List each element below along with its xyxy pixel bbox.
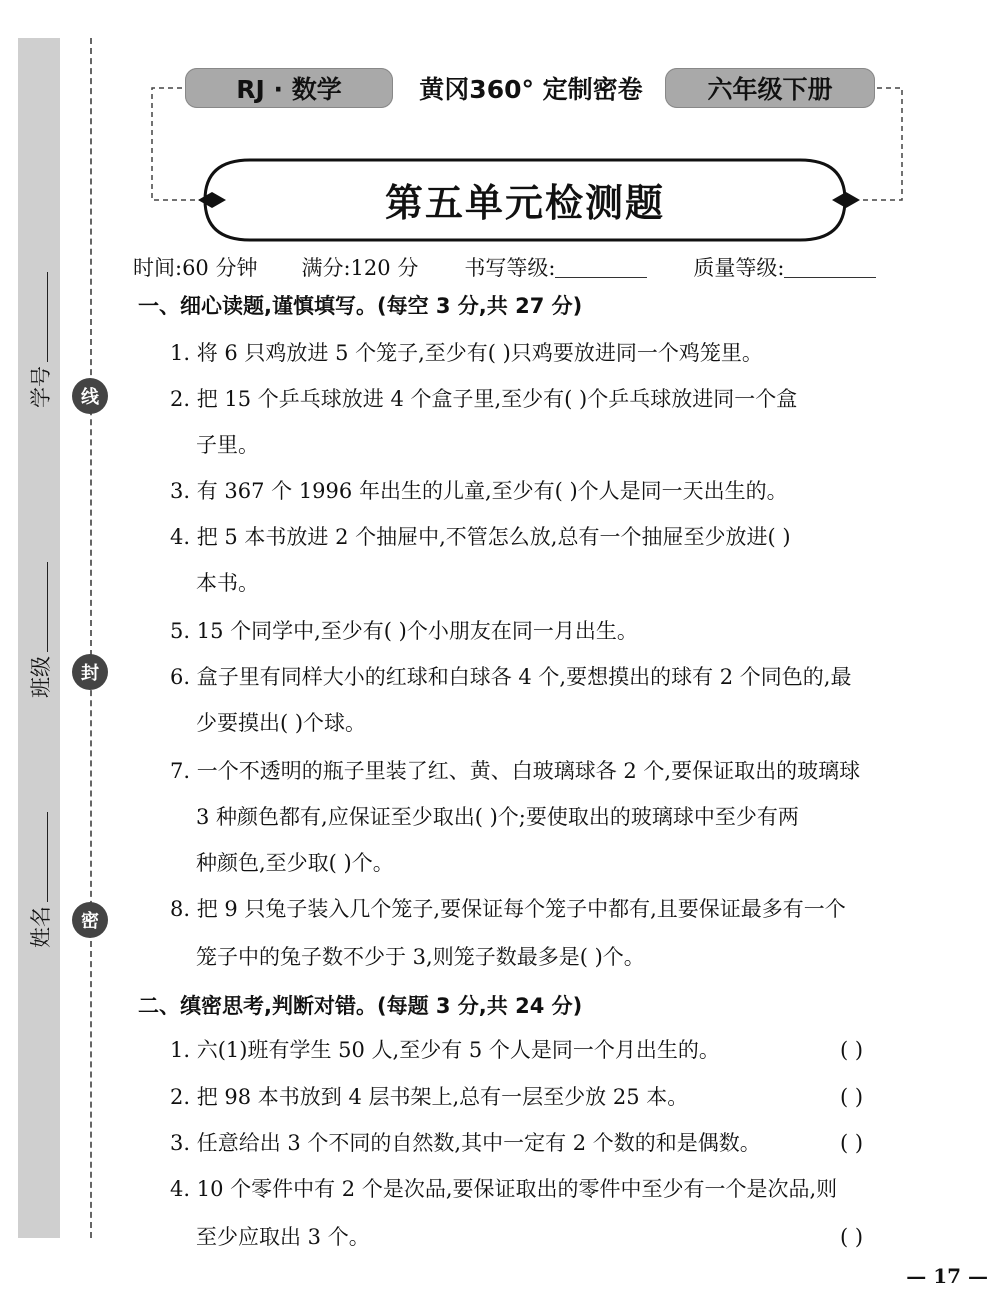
answer-paren[interactable]: ( ) [840, 1131, 864, 1155]
question-line: 子里。 [196, 433, 259, 457]
judge-question-line: 4. 10 个零件中有 2 个是次品,要保证取出的零件中至少有一个是次品,则 [170, 1177, 838, 1201]
writing-grade-label: 书写等级: [464, 256, 556, 280]
class-field[interactable] [25, 562, 55, 698]
class-blank[interactable] [47, 562, 48, 652]
seal-mark: 封 [72, 654, 108, 690]
exam-info [133, 252, 933, 282]
time-info: 时间:60 分钟 [133, 256, 258, 280]
question-line: 4. 把 5 本书放进 2 个抽屉中,不管怎么放,总有一个抽屉至少放进( ) [170, 525, 791, 549]
question-line: 本书。 [196, 571, 259, 595]
grade-tag: 六年级下册 [665, 68, 875, 108]
judge-question-line: 至少应取出 3 个。 [196, 1225, 370, 1249]
quality-grade-blank[interactable] [784, 257, 876, 278]
judge-question-line: 3. 任意给出 3 个不同的自然数,其中一定有 2 个数的和是偶数。 [170, 1131, 761, 1155]
question-line: 7. 一个不透明的瓶子里装了红、黄、白玻璃球各 2 个,要保证取出的玻璃球 [170, 759, 861, 783]
judge-question-line: 1. 六(1)班有学生 50 人,至少有 5 个人是同一个月出生的。 [170, 1038, 720, 1062]
name-field[interactable] [25, 812, 55, 948]
writing-grade-blank[interactable] [555, 257, 647, 278]
judge-question-line: 2. 把 98 本书放到 4 层书架上,总有一层至少放 25 本。 [170, 1085, 689, 1109]
student-id-field[interactable] [25, 272, 55, 408]
full-score-info: 满分:120 分 [301, 256, 419, 280]
brand-title: 黄冈360° 定制密卷 [419, 75, 643, 104]
question-line: 笼子中的兔子数不少于 3,则笼子数最多是( )个。 [196, 945, 645, 969]
secret-mark: 密 [72, 902, 108, 938]
question-line: 6. 盒子里有同样大小的红球和白球各 4 个,要想摸出的球有 2 个同色的,最 [170, 665, 852, 689]
page-title: 第五单元检测题 [384, 179, 665, 225]
section-2-heading: 二、缜密思考,判断对错。(每题 3 分,共 24 分) [138, 994, 583, 1018]
question-line: 3 种颜色都有,应保证至少取出( )个;要使取出的玻璃球中至少有两 [196, 805, 799, 829]
section-1-heading: 一、细心读题,谨慎填写。(每空 3 分,共 27 分) [138, 294, 583, 318]
question-line: 5. 15 个同学中,至少有( )个小朋友在同一月出生。 [170, 619, 638, 643]
page-number: — 17 — [906, 1264, 988, 1288]
subject-tag: RJ · 数学 [185, 68, 393, 108]
question-line: 8. 把 9 只兔子装入几个笼子,要保证每个笼子中都有,且要保证最多有一个 [170, 897, 846, 921]
student-id-blank[interactable] [47, 272, 48, 362]
question-line: 1. 将 6 只鸡放进 5 个笼子,至少有( )只鸡要放进同一个鸡笼里。 [170, 341, 763, 365]
answer-paren[interactable]: ( ) [840, 1038, 864, 1062]
line-mark: 线 [72, 378, 108, 414]
question-line: 种颜色,至少取( )个。 [196, 851, 394, 875]
class-label: 班级 [29, 656, 53, 698]
question-line: 3. 有 367 个 1996 年出生的儿童,至少有( )个人是同一天出生的。 [170, 479, 788, 503]
question-line: 少要摸出( )个球。 [196, 711, 367, 735]
question-line: 2. 把 15 个乒乓球放进 4 个盒子里,至少有( )个乒乓球放进同一个盒 [170, 387, 798, 411]
answer-paren[interactable]: ( ) [840, 1225, 864, 1249]
name-label: 姓名 [29, 906, 53, 948]
student-id-label: 学号 [29, 366, 53, 408]
quality-grade-label: 质量等级: [693, 256, 785, 280]
answer-paren[interactable]: ( ) [840, 1085, 864, 1109]
name-blank[interactable] [47, 812, 48, 902]
